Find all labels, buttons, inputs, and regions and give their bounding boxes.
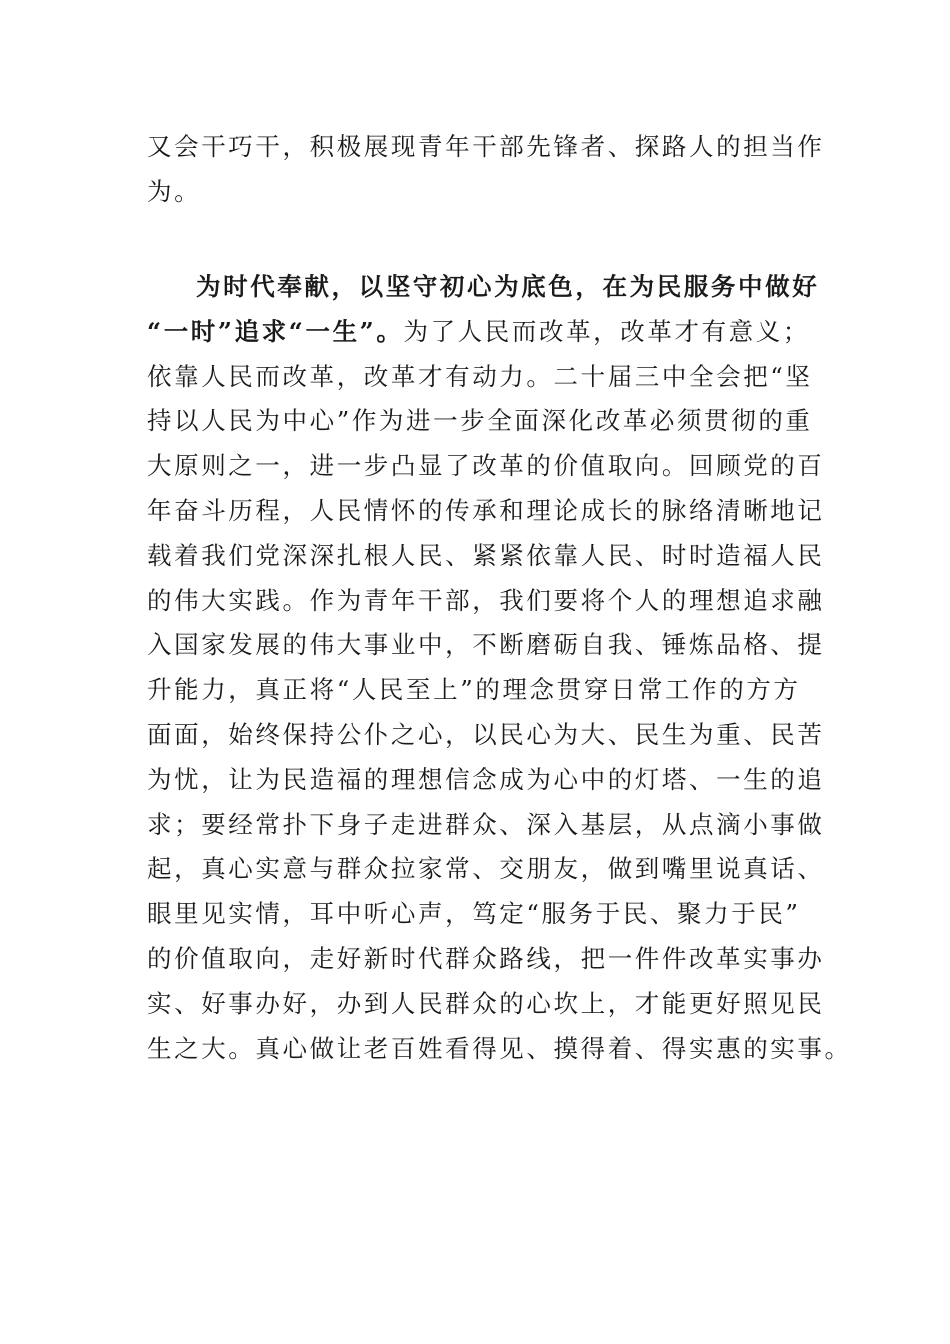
paragraph-continuation	[147, 125, 825, 215]
text-line: 年奋斗历程，人民情怀的传承和理论成长的脉络清晰地记	[147, 495, 825, 525]
text-line: 为。	[147, 176, 202, 206]
text-line: 生之大。真心做让老百姓看得见、摸得着、得实惠的实事。	[147, 1033, 852, 1063]
text-line: 求；要经常扑下身子走进群众、深入基层，从点滴小事做	[147, 809, 825, 839]
text-line-mixed	[147, 310, 810, 355]
text-line: 持以人民为中心”作为进一步全面深化改革必须贯彻的重	[147, 406, 813, 436]
text-fragment: 为了人民而改革，改革才有意义；	[403, 316, 810, 346]
text-line: 起，真心实意与群众拉家常、交朋友，做到嘴里说真话、	[147, 854, 825, 884]
text-line: 又会干巧干，积极展现青年干部先锋者、探路人的担当作	[147, 132, 825, 161]
paragraph-heading-end: “一时”追求“一生”。	[147, 316, 404, 346]
text-line: 的伟大实践。作为青年干部，我们要将个人的理想追求融	[147, 585, 825, 615]
paragraph-main	[147, 265, 852, 1071]
paragraph-heading: 为时代奉献，以坚守初心为底色，在为民服务中做好	[196, 272, 820, 301]
text-line: 眼里见实情，耳中听心声，笃定“服务于民、聚力于民”	[147, 899, 801, 929]
text-line: 依靠人民而改革，改革才有动力。二十届三中全会把“坚	[147, 361, 813, 391]
text-line: 实、好事办好，办到人民群众的心坎上，才能更好照见民	[147, 988, 825, 1018]
text-line: 入国家发展的伟大事业中，不断磨砺自我、锤炼品格、提	[147, 630, 825, 660]
text-line: 升能力，真正将“人民至上”的理念贯穿日常工作的方方	[147, 675, 801, 705]
text-line: 的价值取向，走好新时代群众路线，把一件件改革实事办	[147, 943, 825, 973]
text-line: 载着我们党深深扎根人民、紧紧依靠人民、时时造福人民	[147, 540, 825, 570]
text-line: 大原则之一，进一步凸显了改革的价值取向。回顾党的百	[147, 451, 825, 481]
text-line: 面面，始终保持公仆之心，以民心为大、民生为重、民苦	[147, 719, 825, 749]
text-line: 为忧，让为民造福的理想信念成为心中的灯塔、一生的追	[147, 764, 825, 794]
